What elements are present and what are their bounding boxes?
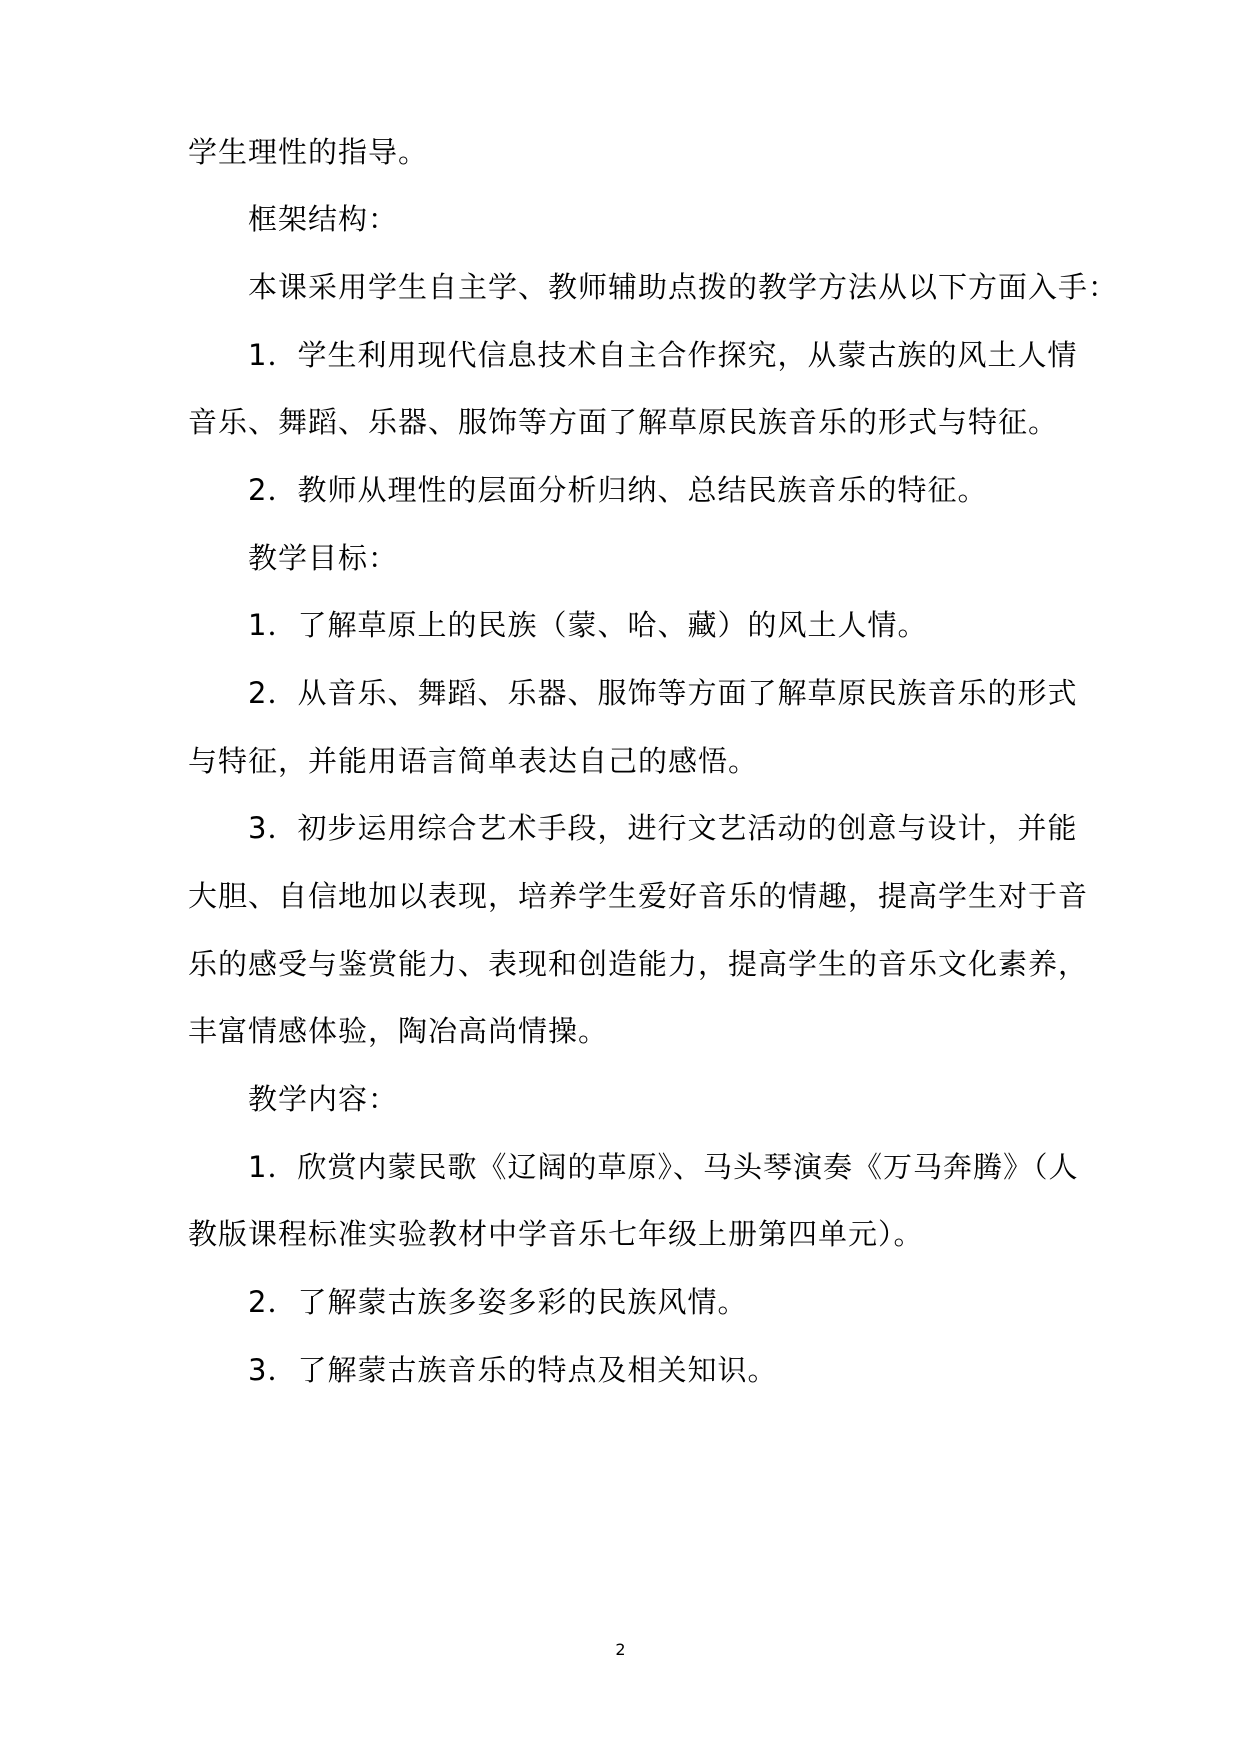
- paragraph-line: 教版课程标准实验教材中学音乐七年级上册第四单元）。: [188, 1217, 924, 1251]
- list-item: 3．初步运用综合艺术手段，进行文艺活动的创意与设计，并能: [248, 811, 1078, 845]
- list-item: 2．从音乐、舞蹈、乐器、服饰等方面了解草原民族音乐的形式: [248, 676, 1078, 710]
- list-item: 1．欣赏内蒙民歌《辽阔的草原》、马头琴演奏《万马奔腾》（人: [248, 1150, 1079, 1184]
- section-heading: 框架结构：: [248, 202, 399, 236]
- page-number: 2: [615, 1640, 626, 1659]
- section-heading: 教学目标：: [248, 541, 399, 575]
- paragraph-line: 音乐、舞蹈、乐器、服饰等方面了解草原民族音乐的形式与特征。: [188, 405, 1059, 439]
- section-heading: 教学内容：: [248, 1082, 399, 1116]
- list-item: 1．学生利用现代信息技术自主合作探究，从蒙古族的风土人情: [248, 338, 1078, 372]
- list-item: 2．了解蒙古族多姿多彩的民族风情。: [248, 1285, 748, 1319]
- paragraph-line: 本课采用学生自主学、教师辅助点拨的教学方法从以下方面入手：: [248, 270, 1119, 304]
- paragraph-line: 学生理性的指导。: [188, 135, 429, 169]
- paragraph-line: 与特征，并能用语言简单表达自己的感悟。: [188, 744, 759, 778]
- paragraph-line: 大胆、自信地加以表现，培养学生爱好音乐的情趣，提高学生对于音: [188, 879, 1089, 913]
- paragraph-line: 乐的感受与鉴赏能力、表现和创造能力，提高学生的音乐文化素养，: [188, 947, 1089, 981]
- list-item: 1．了解草原上的民族（蒙、哈、藏）的风土人情。: [248, 608, 928, 642]
- paragraph-line: 丰富情感体验，陶冶高尚情操。: [188, 1014, 609, 1048]
- list-item: 2．教师从理性的层面分析归纳、总结民族音乐的特征。: [248, 473, 988, 507]
- list-item: 3．了解蒙古族音乐的特点及相关知识。: [248, 1353, 778, 1387]
